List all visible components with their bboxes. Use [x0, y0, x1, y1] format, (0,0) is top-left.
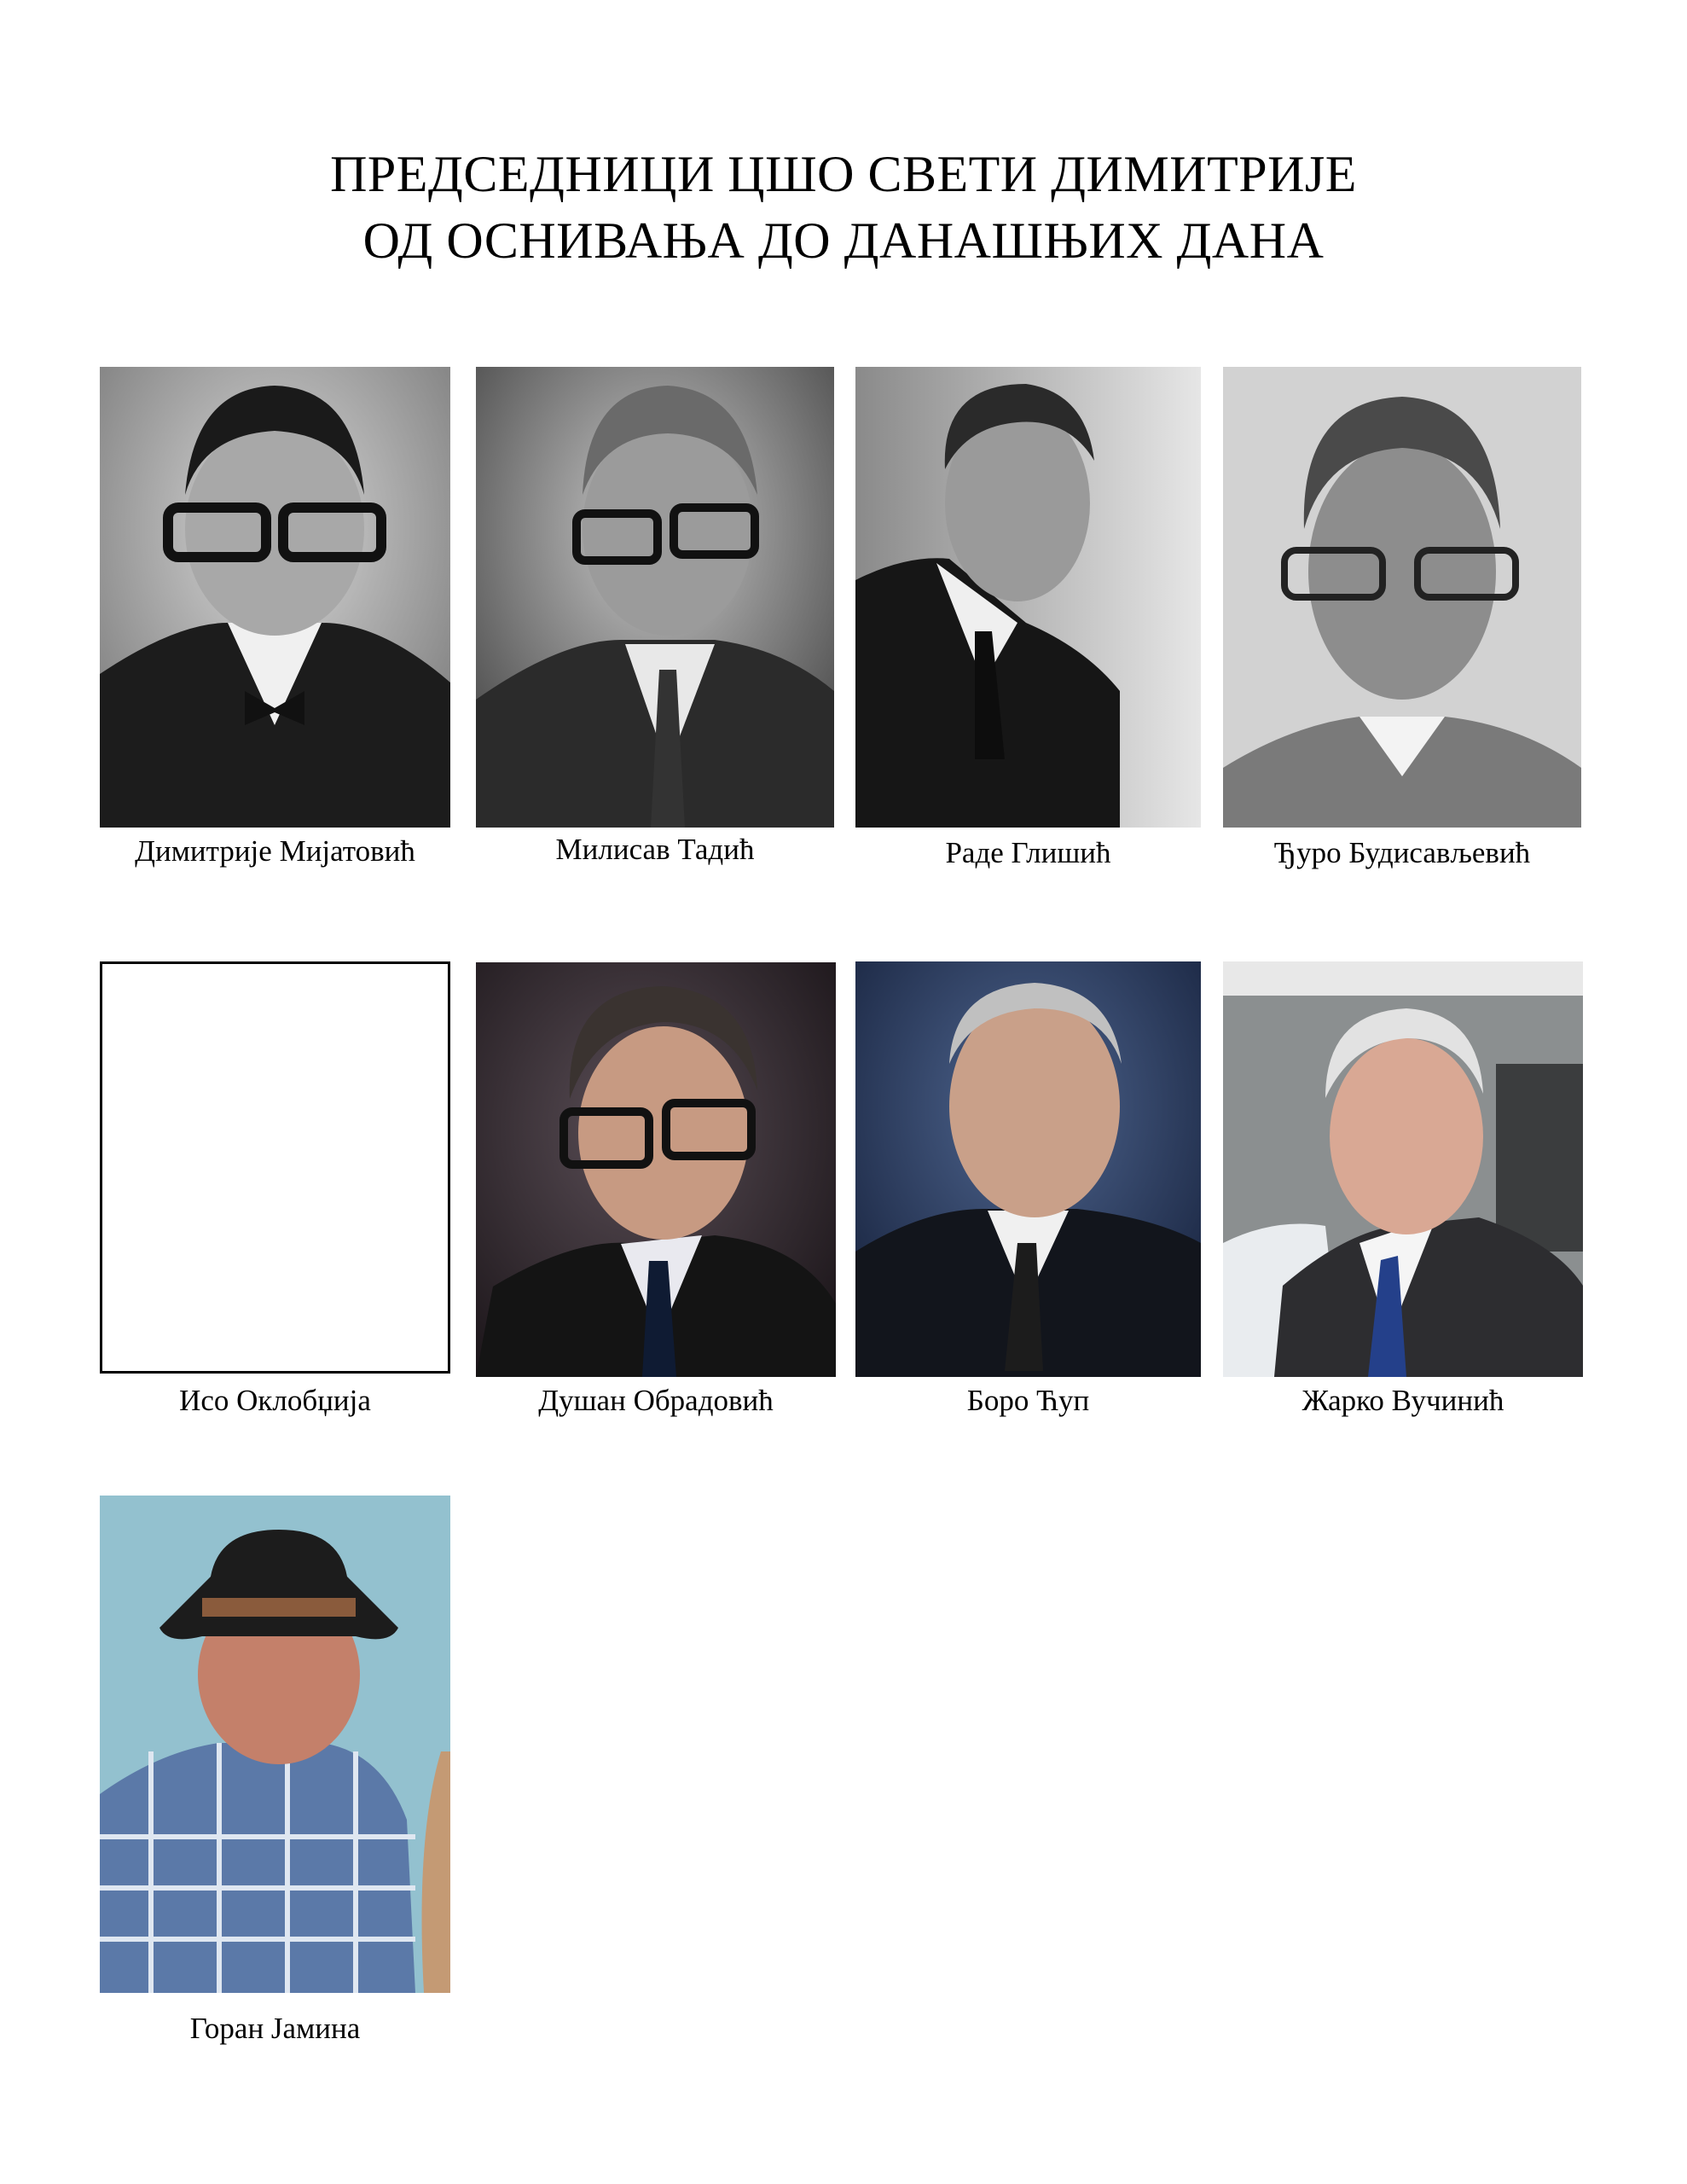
president-name: Жарко Вучинић [1301, 1384, 1504, 1417]
portrait-photo [476, 367, 834, 828]
portrait-photo [855, 367, 1201, 828]
president-name: Исо Оклобџија [179, 1384, 371, 1417]
portrait-photo [476, 962, 836, 1377]
portrait-photo [100, 1496, 450, 1993]
president-name: Милисав Тадић [555, 833, 755, 866]
portrait-photo [1223, 367, 1581, 828]
president-name: Душан Обрадовић [538, 1384, 774, 1417]
empty-photo-placeholder [100, 961, 450, 1374]
president-name: Ђуро Будисављевић [1273, 836, 1531, 869]
president-name: Боро Ћуп [966, 1384, 1090, 1417]
president-name: Димитрије Мијатовић [135, 834, 415, 868]
president-name: Раде Глишић [945, 836, 1111, 869]
page-title [0, 141, 1687, 274]
portrait-photo [1223, 961, 1583, 1377]
portrait-photo [855, 961, 1201, 1377]
title-line-2: ОД ОСНИВАЊА ДО ДАНАШЊИХ ДАНА [362, 212, 1325, 269]
president-name: Горан Јамина [189, 2012, 361, 2045]
title-line-1: ПРЕДСЕДНИЦИ ЦШО СВЕТИ ДИМИТРИЈЕ [330, 146, 1357, 202]
portrait-photo [100, 367, 450, 828]
